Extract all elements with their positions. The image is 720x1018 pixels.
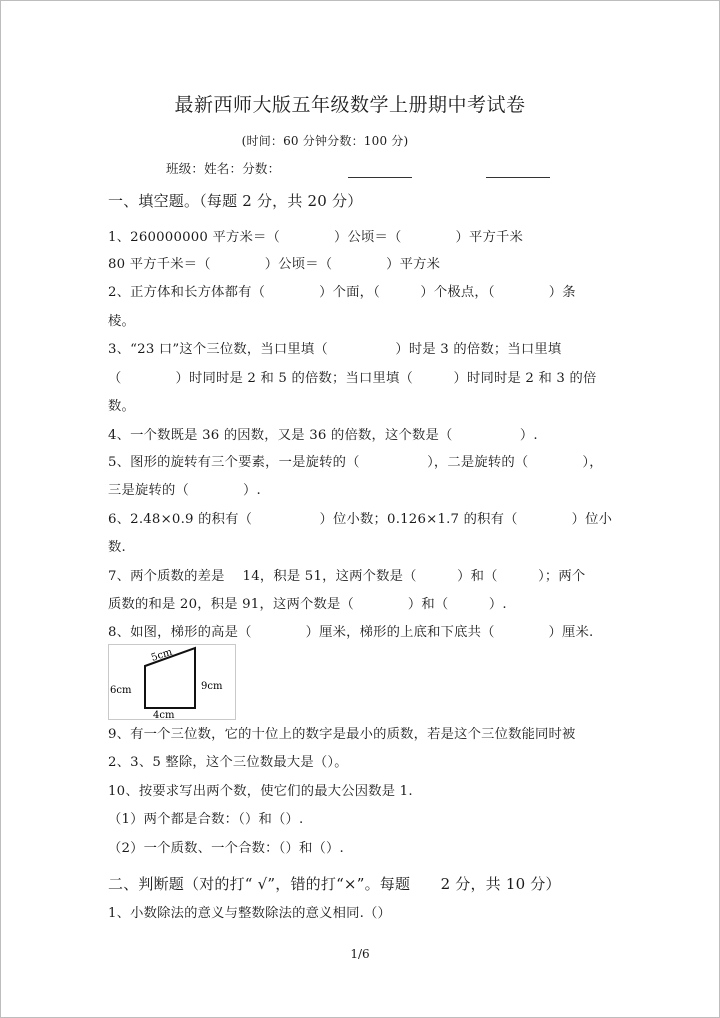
- score-blank: [486, 177, 550, 178]
- question-line: 质数的和是 20，积是 91，这两个数是（ ）和（ ）.: [108, 597, 507, 612]
- label-top: 5cm: [149, 646, 174, 664]
- label-left: 6cm: [110, 685, 132, 696]
- question-line: 6、2.48×0.9 的积有（ ）位小数；0.126×1.7 的积有（ ）位小: [108, 512, 613, 527]
- exam-subtitle: (时间：60 分钟分数：100 分): [241, 134, 409, 148]
- question-line: （2）一个质数、一个合数：（）和（）.: [108, 841, 344, 856]
- section2-heading: 二、判断题（对的打“ √”，错的打“×”。每题 2 分，共 10 分）: [108, 875, 561, 893]
- question-line: 棱。: [108, 314, 135, 329]
- question-line: 2、正方体和长方体都有（ ）个面，（ ）个极点，（ ）条: [108, 285, 576, 300]
- trapezoid-diagram: [109, 645, 235, 719]
- label-right: 9cm: [201, 681, 223, 692]
- question-line: 数。: [108, 399, 135, 414]
- label-bottom: 4cm: [153, 710, 175, 719]
- question-line: 10、按要求写出两个数，使它们的最大公因数是 1.: [108, 784, 413, 799]
- question-line: 1、小数除法的意义与整数除法的意义相同.（）: [108, 906, 392, 921]
- question-line: 7、两个质数的差是 14，积是 51，这两个数是（ ）和（ ）；两个: [108, 569, 586, 584]
- name-blank: [348, 177, 412, 178]
- question-line: 9、有一个三位数，它的十位上的数字是最小的质数，若是这个三位数能同时被: [108, 727, 576, 742]
- section1-heading: 一、填空题。（每题 2 分，共 20 分）: [108, 192, 363, 210]
- question-line: （1）两个都是合数：（）和（）.: [108, 812, 304, 827]
- question-line: 8、如图，梯形的高是（ ）厘米，梯形的上底和下底共（ ）厘米.: [108, 625, 594, 640]
- trapezoid-figure: [108, 644, 236, 720]
- question-line: 三是旋转的（ ）.: [108, 483, 261, 498]
- question-line: 4、一个数既是 36 的因数，又是 36 的倍数，这个数是（ ）.: [108, 428, 538, 443]
- question-line: 2、3、5 整除，这个三位数最大是（）。: [108, 755, 348, 770]
- question-line: （ ）时同时是 2 和 5 的倍数；当口里填（ ）时同时是 2 和 3 的倍: [108, 371, 597, 386]
- question-line: 1、260000000 平方米＝（ ）公顷＝（ ）平方千米: [108, 230, 523, 245]
- page-number: 1/6: [350, 947, 370, 961]
- student-info-line: 班级：姓名：分数：: [166, 161, 281, 176]
- exam-title: 最新西师大版五年级数学上册期中考试卷: [174, 94, 526, 116]
- question-line: 5、图形的旋转有三个要素，一是旋转的（ ），二是旋转的（ ），: [108, 455, 603, 470]
- question-line: 80 平方千米＝（ ）公顷＝（ ）平方米: [108, 257, 441, 272]
- question-line: 3、“23 口”这个三位数，当口里填（ ）时是 3 的倍数；当口里填: [108, 342, 562, 357]
- question-line: 数.: [108, 540, 126, 555]
